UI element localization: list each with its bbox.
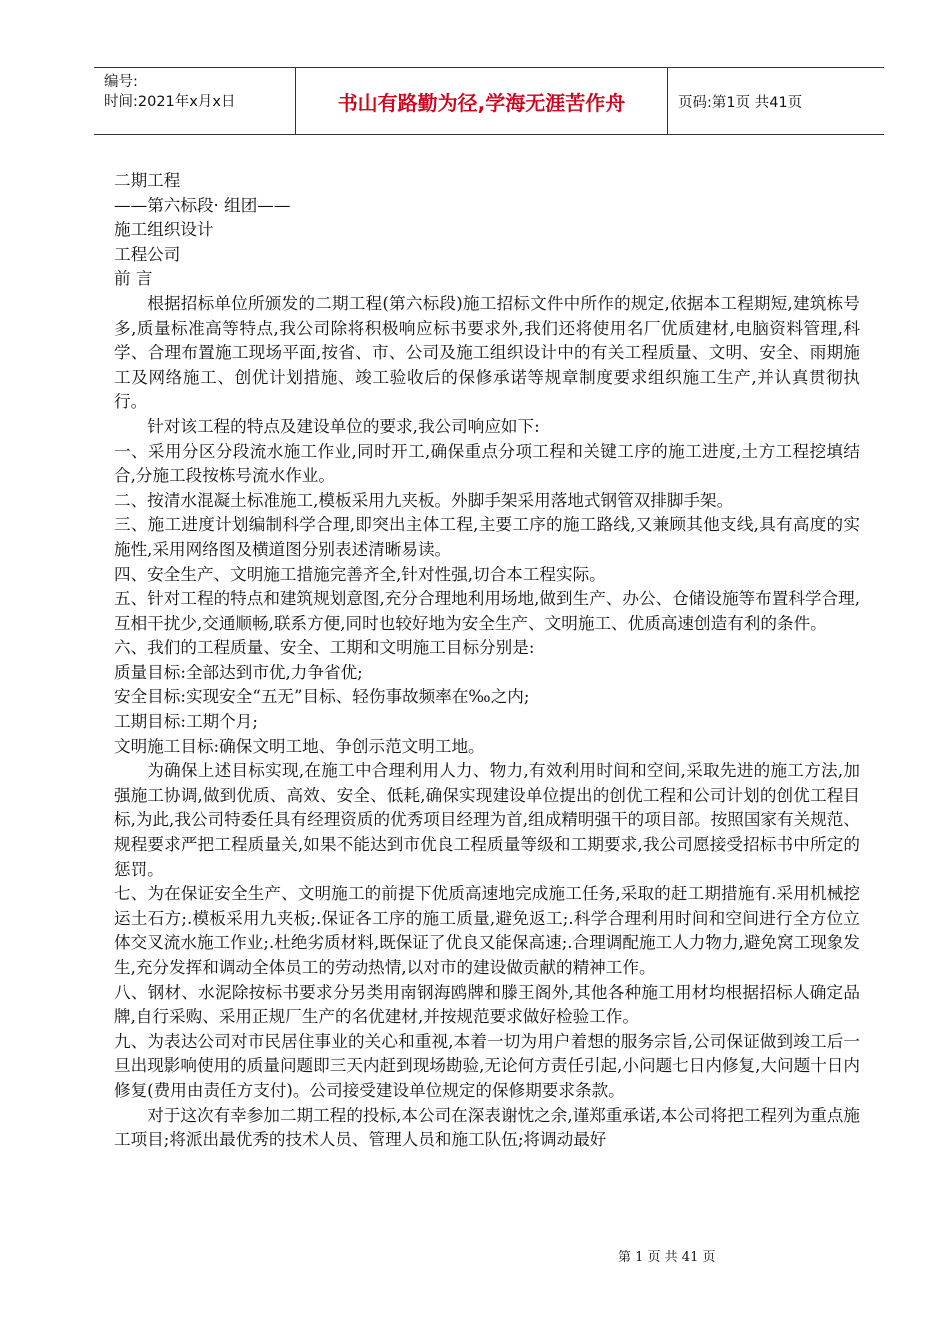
document-body bbox=[114, 169, 860, 1153]
paragraph: 对于这次有幸参加二期工程的投标,本公司在深表谢忱之余,谨郑重承诺,本公司将把工程列为重点施工项目;将派出最优秀的技术人员、管理人员和施工队伍;将调动最好 bbox=[114, 1105, 860, 1150]
paragraph: 二期工程 bbox=[114, 171, 181, 190]
paragraph: 四、安全生产、文明施工措施完善齐全,针对性强,切合本工程实际。 bbox=[114, 564, 606, 584]
document-number-label: 编号: bbox=[104, 74, 138, 90]
page-footer: 第 1 页 共 41 页 bbox=[618, 1250, 716, 1265]
paragraph: 三、施工进度计划编制科学合理,即突出主体工程,主要工序的施工路线,又兼顾其他支线,具有高度的实施性,采用网络图及横道图分别表述清晰易读。 bbox=[114, 515, 860, 559]
paragraph: 五、针对工程的特点和建筑规划意图,充分合理地利用场地,做到生产、办公、仓储设施等布置科学合理,互相干扰少,交通顺畅,联系方便,同时也较好地为安全生产、文明施工、优质高速创造有利的条件。 bbox=[114, 589, 860, 633]
header-page-info: 页码:第1页 共41页 bbox=[678, 94, 803, 111]
paragraph: 七、为在保证安全生产、文明施工的前提下优质高速地完成施工任务,采取的赶工期措施有.采用机械挖运土石方;.模板采用九夹板;.保证各工序的施工质量,避免返工;.科学合理利用时间和空间进行全方位立体交叉流水施工作业;.杜绝劣质材料,既保证了优良又能保高速;.合理调配施工人力物力,避免窝工现象发生,充分发挥和调动全体员工的劳动热情,以对市的建设做贡献的精神工作。 bbox=[114, 884, 860, 977]
paragraph: 安全目标:实现安全“五无”目标、轻伤事故频率在‰之内; bbox=[114, 687, 530, 707]
header-meta bbox=[94, 68, 296, 134]
paragraph: 质量目标:全部达到市优,力争省优; bbox=[114, 662, 363, 682]
page-header bbox=[94, 67, 884, 135]
paragraph: ——第六标段· 组团—— bbox=[114, 195, 291, 215]
paragraph: 二、按清水混凝土标准施工,模板采用九夹板。外脚手架采用落地式钢管双排脚手架。 bbox=[114, 490, 734, 510]
paragraph: 施工组织设计 bbox=[114, 220, 214, 240]
header-motto: 书山有路勤为径,学海无涯苦作舟 bbox=[296, 68, 668, 134]
paragraph: 八、钢材、水泥除按标书要求分另类用南钢海鸥牌和滕王阁外,其他各种施工用材均根据招标人确定品牌,自行采购、采用正规厂生产的名优建材,并按规范要求做好检验工作。 bbox=[114, 982, 860, 1027]
paragraph: 前 言 bbox=[114, 269, 153, 289]
paragraph: 为确保上述目标实现,在施工中合理利用人力、物力,有效利用时间和空间,采取先进的施工方法,加强施工协调,做到优质、高效、安全、低耗,确保实现建设单位提出的创优工程和公司计划的创优工程目标,为此,我公司特委任具有经理资质的优秀项目经理为首,组成精明强干的项目部。按照国家有关规范、规程要求严把工程质量关,如果不能达到市优良工程质量等级和工期要求,我公司愿接受招标书中所定的惩罚。 bbox=[114, 761, 860, 879]
paragraph: 针对该工程的特点及建设单位的要求,我公司响应如下: bbox=[147, 416, 540, 436]
paragraph: 根据招标单位所颁发的二期工程(第六标段)施工招标文件中所作的规定,依据本工程期短,建筑栋号多,质量标准高等特点,我公司除将积极响应标书要求外,我们还将使用名厂优质建材,电脑资料管理,科学、合理布置施工现场平面,按省、市、公司及施工组织设计中的有关工程质量、文明、安全、雨期施工及网络施工、创优计划措施、竣工验收后的保修承诺等规章制度要求组织施工生产,并认真贯彻执行。 bbox=[114, 293, 860, 412]
paragraph: 六、我们的工程质量、安全、工期和文明施工目标分别是: bbox=[114, 638, 535, 658]
paragraph: 文明施工目标:确保文明工地、争创示范文明工地。 bbox=[114, 736, 485, 756]
document-time: 时间:2021年x月x日 bbox=[104, 94, 236, 110]
paragraph: 工程公司 bbox=[114, 244, 181, 264]
paragraph: 工期目标:工期个月; bbox=[114, 712, 258, 732]
paragraph: 一、采用分区分段流水施工作业,同时开工,确保重点分项工程和关键工序的施工进度,土方工程挖填结合,分施工段按栋号流水作业。 bbox=[114, 441, 860, 486]
paragraph: 九、为表达公司对市民居住事业的关心和重视,本着一切为用户着想的服务宗旨,公司保证做到竣工后一旦出现影响使用的质量问题即三天内赶到现场勘验,无论何方责任引起,小问题七日内修复,大问题十日内修复(费用由责任方支付)。公司接受建设单位规定的保修期要求条款。 bbox=[114, 1031, 860, 1100]
